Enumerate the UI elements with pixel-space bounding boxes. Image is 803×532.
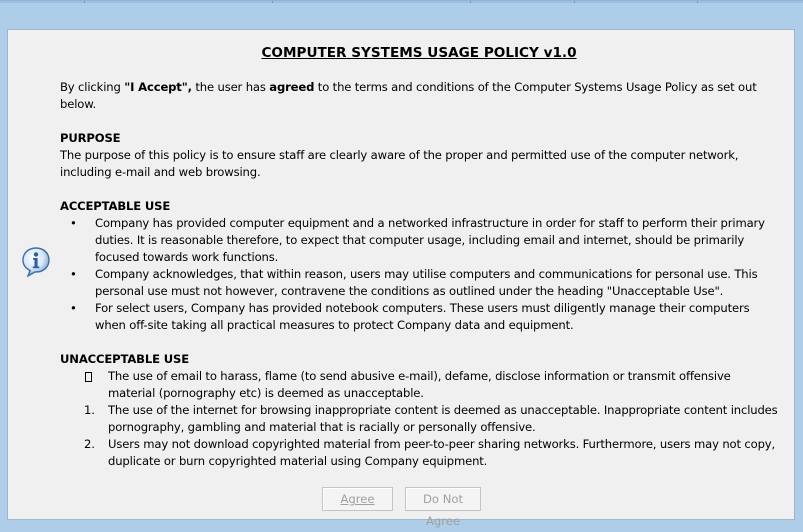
tab-divider: [470, 1, 471, 3]
list-item-text: The use of email to harass, flame (to send abusive e-mail), defame, disclose information or transmit offensive material (pornography etc) is deemed as unacceptable.: [108, 369, 731, 400]
policy-title: COMPUTER SYSTEMS USAGE POLICY v1.0: [261, 45, 577, 61]
list-item: [60, 368, 778, 402]
list-item: • Company has provided computer equipment and a networked infrastructure in order for staff to perform their primary duties. It is reasonable therefore, to expect that computer usage, including email and internet, should be primarily focused towards work functions.: [60, 215, 778, 266]
agree-button[interactable]: Agree: [322, 487, 393, 511]
list-item: [60, 402, 778, 436]
unacceptable-use-heading: UNACCEPTABLE USE: [60, 352, 189, 366]
list-item-text: The use of the internet for browsing inappropriate content is deemed as unacceptable. Inappropriate content includes pornography, gambling and material that is racially or personally offensive.: [108, 403, 778, 434]
acceptable-use-list: [60, 215, 778, 334]
tab-divider: [84, 1, 85, 3]
list-item-text: Users may not download copyrighted material from peer-to-peer sharing networks. Furthermore, users may not copy, duplicate or burn copyrighted material using Company equipment.: [108, 437, 776, 468]
button-bar: [8, 487, 796, 528]
tab-divider: [272, 1, 273, 3]
information-icon: [20, 246, 52, 278]
policy-text: [60, 30, 778, 480]
unacceptable-use-list: [60, 368, 778, 470]
intro-mid: the user has: [191, 80, 270, 94]
tab-divider: [574, 1, 575, 3]
window-top-strip: [0, 1, 803, 3]
purpose-text: The purpose of this policy is to ensure staff are clearly aware of the proper and permitted use of the computer network, including e-mail and web browsing.: [60, 148, 739, 179]
intro-agreed: agreed: [269, 80, 315, 94]
list-item-number: 1.: [84, 403, 95, 417]
list-item-number: 2.: [84, 437, 95, 451]
policy-panel: [7, 29, 795, 528]
missing-glyph-box-icon: [85, 372, 92, 382]
intro-post: to the terms and conditions of the Computer Systems Usage Policy as set out below.: [60, 80, 757, 111]
list-item: • For select users, Company has provided notebook computers. These users must diligently manage their computers when off-site taking all practical measures to protect Company data and equipment.: [60, 300, 778, 334]
list-item: [60, 436, 778, 470]
intro-paragraph: [60, 79, 778, 113]
tab-divider: [697, 1, 698, 3]
intro-pre: By clicking: [60, 80, 125, 94]
purpose-heading: PURPOSE: [60, 131, 121, 145]
intro-accept-phrase: "I Accept",: [124, 80, 192, 94]
acceptable-use-heading: ACCEPTABLE USE: [60, 199, 171, 213]
list-item: • Company acknowledges, that within reason, users may utilise computers and communications for personal use. This personal use must not however, contravene the conditions as outlined under the heading "Unacceptable Use".: [60, 266, 778, 300]
do-not-agree-button[interactable]: Do Not Agree: [405, 487, 481, 511]
